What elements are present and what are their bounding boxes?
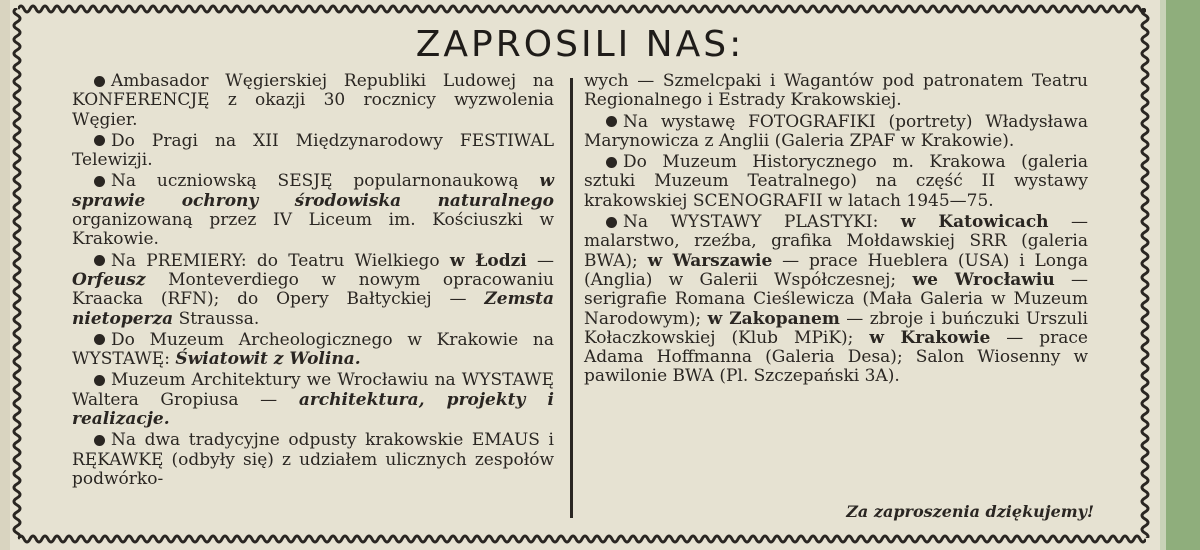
bullet-dot [606,116,617,127]
paragraph-7: Na dwa tradycyjne odpusty krakowskie EMAUS i RĘKAWKĘ (odbyły się) z udziałem ulicznych zespołów podwórko- [72,430,554,489]
paragraph-4: Na PREMIERY: do Teatru Wielkiego w Łodzi — Orfeusz Monteverdiego w nowym opracowaniu Kraacka (RFN); do Opery Bałtyckiej — Zemsta nietoperza Straussa. [72,250,555,329]
right-column [584,72,1088,389]
paragraph-3: Na uczniowską SESJĘ popularnonaukową w sprawie ochrony środowiska naturalnego organizowaną przez IV Liceum im. Kościuszki w Krakowie. [72,171,555,250]
paragraph-5: Do Muzeum Archeologicznego w Krakowie na WYSTAWĘ: Światowit z Wolina. [72,329,554,370]
paragraph-1: Ambasador Węgierskiej Republiki Ludowej na KONFERENCJĘ z okazji 30 rocznicy wyzwolenia Węgier. [72,71,554,130]
wavy-border-right [1138,8,1152,538]
bullet-dot [606,157,617,168]
bullet-dot [94,435,105,446]
paper-edge [0,0,10,550]
bullet-dot [94,176,105,187]
paragraph-2: Do Pragi na XII Międzynarodowy FESTIWAL Telewizji. [72,130,554,171]
wavy-border-bottom [18,532,1146,546]
paragraph-10: Na WYSTAWY PLASTYKI: w Katowicach — malarstwo, rzeźba, grafika Mołdawskiej SRR (galeria BWA); w Warszawie — prace Hueblera (USA) i Longa (Anglia) w Galerii Współczesnej; we Wrocławiu — serigrafie Romana Cieślewicza (Mała Galeria w Muzeum Narodowym); w Zakopanem — zbroje i buńczuki Urszuli Kołaczkowskiej (Klub MPiK); w Krakowie — prace Adama Hoffmanna (Galeria Desa); Salon Wiosenny w pawilonie BWA (Pl. Szczepański 3A). [584,212,1089,387]
bullet-dot [94,334,105,345]
bullet-dot [606,217,617,228]
paragraph-9: Do Muzeum Historycznego m. Krakowa (galeria sztuki Muzeum Teatralnego) na część II wystawy krakowskiej SCENOGRAFII w latach 1945—75. [584,152,1088,211]
wavy-border-top [18,2,1146,16]
background-strip [1160,0,1200,550]
bullet-dot [94,135,105,146]
bullet-dot [94,375,105,386]
column-divider [570,78,573,518]
paragraph-6: Muzeum Architektury we Wrocławiu na WYSTAWĘ Waltera Gropiusa — architektura, projekty i realizacje. [72,370,554,430]
wavy-border-left [10,8,24,538]
bullet-dot [94,76,105,87]
page-title: ZAPROSILI NAS: [415,24,745,65]
bullet-dot [94,255,105,266]
paragraph-continued: wych — Szmelcpaki i Wagantów pod patronatem Teatru Regionalnego i Estrady Krakowskiej. [584,71,1088,111]
paragraph-8: Na wystawę FOTOGRAFIKI (portrety) Władysława Marynowicza z Anglii (Galeria ZPAF w Krakowie). [584,111,1088,151]
closing-signature: Za zaproszenia dziękujemy! [846,502,1094,521]
left-column [72,72,554,491]
